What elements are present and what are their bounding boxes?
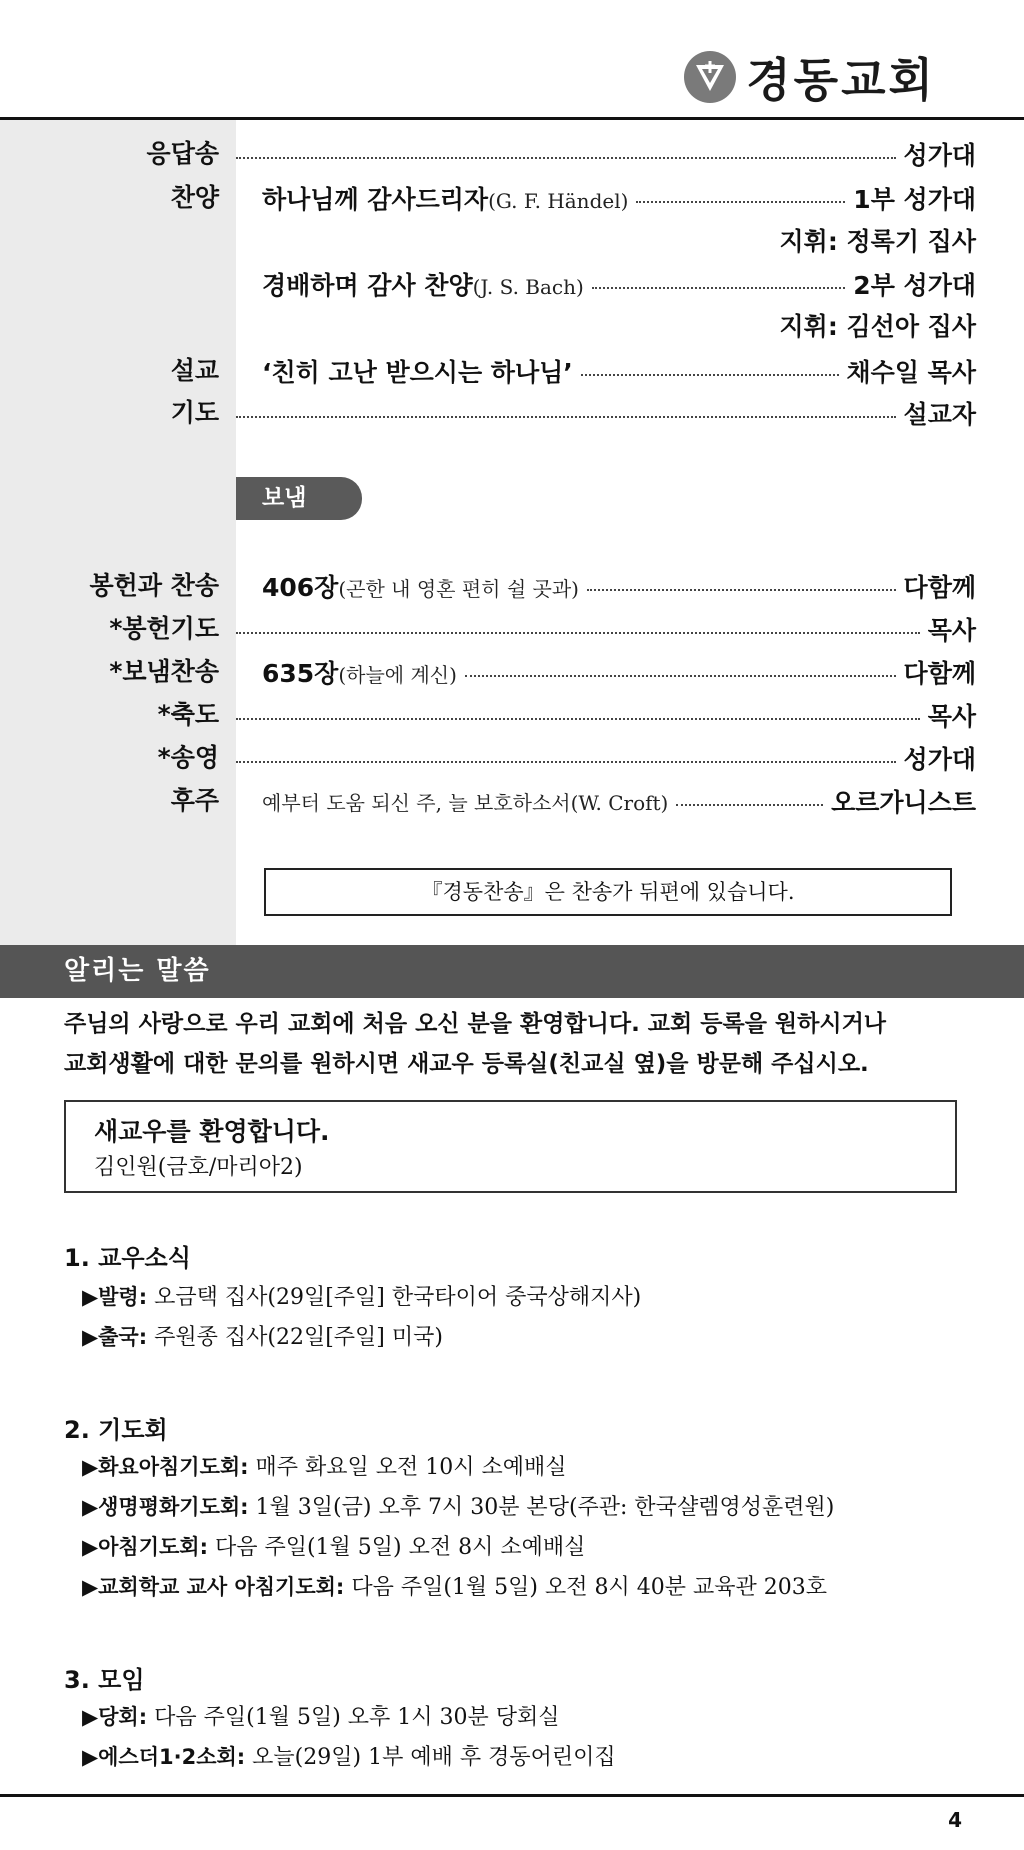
hymnal-note: 『경동찬송』은 찬송가 뒤편에 있습니다. <box>264 868 952 916</box>
notices-title: 알리는 말씀 <box>64 956 211 986</box>
section-label-sending: 보냄 <box>236 477 362 520</box>
order-row <box>0 566 1024 606</box>
row-performer: 목사 <box>927 702 976 731</box>
order-row <box>0 393 1024 433</box>
church-emblem-icon <box>684 51 736 103</box>
row-label: 응답송 <box>146 139 219 168</box>
row-performer: 성가대 <box>903 745 976 774</box>
page-number: 4 <box>948 1808 962 1832</box>
list-item: ▶교회학교 교사 아침기도회: 다음 주일(1월 5일) 오전 8시 40분 교육관 203호 <box>82 1575 827 1600</box>
row-label: *송영 <box>157 743 219 772</box>
order-row <box>0 134 1024 174</box>
page-header <box>0 0 1024 120</box>
section-title: 3. 모임 <box>64 1666 145 1694</box>
row-performer: 2부 성가대 <box>853 271 976 300</box>
list-item: ▶화요아침기도회: 매주 화요일 오전 10시 소예배실 <box>82 1455 567 1480</box>
footer-divider <box>0 1794 1024 1797</box>
new-member-names: 김인원(금호/마리아2) <box>94 1155 303 1180</box>
order-row <box>0 351 1024 391</box>
row-label: *축도 <box>157 700 219 729</box>
hymn-number: 406장 <box>262 573 339 602</box>
row-label: 후주 <box>170 786 219 815</box>
list-item: ▶당회: 다음 주일(1월 5일) 오후 1시 30분 당회실 <box>82 1705 560 1730</box>
order-row <box>0 738 1024 778</box>
row-label: 봉헌과 찬송 <box>89 571 219 600</box>
list-item: ▶출국: 주원종 집사(22일[주일] 미국) <box>82 1325 443 1350</box>
conductor-line: 지휘: 김선아 집사 <box>779 312 976 341</box>
row-performer: 오르가니스트 <box>831 788 976 817</box>
logo-text: 경동교회 <box>746 53 936 107</box>
list-item: ▶발령: 오금택 집사(29일[주일] 한국타이어 중국상해지사) <box>82 1285 642 1310</box>
row-performer: 목사 <box>927 616 976 645</box>
conductor-line: 지휘: 정록기 집사 <box>779 227 976 256</box>
list-item: ▶생명평화기도회: 1월 3일(금) 오후 7시 30분 본당(주관: 한국샬렘영성훈련원) <box>82 1495 835 1520</box>
order-row <box>0 178 1024 218</box>
section-title: 1. 교우소식 <box>64 1244 191 1272</box>
list-item: ▶에스더1·2소회: 오늘(29일) 1부 예배 후 경동어린이집 <box>82 1745 616 1770</box>
notices-header <box>0 945 1024 998</box>
label-column-background <box>0 120 236 945</box>
anthem-composer: (G. F. Händel) <box>488 189 629 213</box>
row-performer: 성가대 <box>903 141 976 170</box>
row-label: 기도 <box>170 398 219 427</box>
row-label: 설교 <box>170 356 219 385</box>
order-row <box>0 609 1024 649</box>
hymn-title: (곤한 내 영혼 편히 쉴 곳과) <box>338 577 579 601</box>
list-item: ▶아침기도회: 다음 주일(1월 5일) 오전 8시 소예배실 <box>82 1535 586 1560</box>
anthem-composer: (J. S. Bach) <box>472 275 584 299</box>
row-performer: 1부 성가대 <box>853 185 976 214</box>
order-row <box>0 264 1024 304</box>
row-performer: 채수일 목사 <box>846 358 976 387</box>
row-performer: 설교자 <box>903 400 976 429</box>
postlude-title: 예부터 도움 되신 주, 늘 보호하소서(W. Croft) <box>262 790 669 815</box>
order-row <box>0 781 1024 821</box>
anthem-title: 하나님께 감사드리자 <box>262 185 489 214</box>
new-member-title: 새교우를 환영합니다. <box>94 1117 330 1146</box>
order-row <box>0 652 1024 692</box>
welcome-message: 주님의 사랑으로 우리 교회에 처음 오신 분을 환영합니다. 교회 등록을 원하시거나 교회생활에 대한 문의를 원하시면 새교우 등록실(친교실 옆)을 방문해 주십시오. <box>64 1011 887 1077</box>
row-label: *봉헌기도 <box>109 614 219 643</box>
row-label: 찬양 <box>170 183 219 212</box>
section-title: 2. 기도회 <box>64 1416 168 1444</box>
church-logo <box>684 44 936 110</box>
row-performer: 다함께 <box>903 659 976 688</box>
hymn-number: 635장 <box>262 659 339 688</box>
sermon-title: ‘친히 고난 받으시는 하나님’ <box>262 358 573 387</box>
row-label: *보냄찬송 <box>109 657 219 686</box>
new-member-box <box>64 1100 957 1193</box>
row-performer: 다함께 <box>903 573 976 602</box>
order-row <box>0 695 1024 735</box>
hymn-title: (하늘에 계신) <box>338 663 457 687</box>
anthem-title: 경배하며 감사 찬양 <box>262 271 473 300</box>
